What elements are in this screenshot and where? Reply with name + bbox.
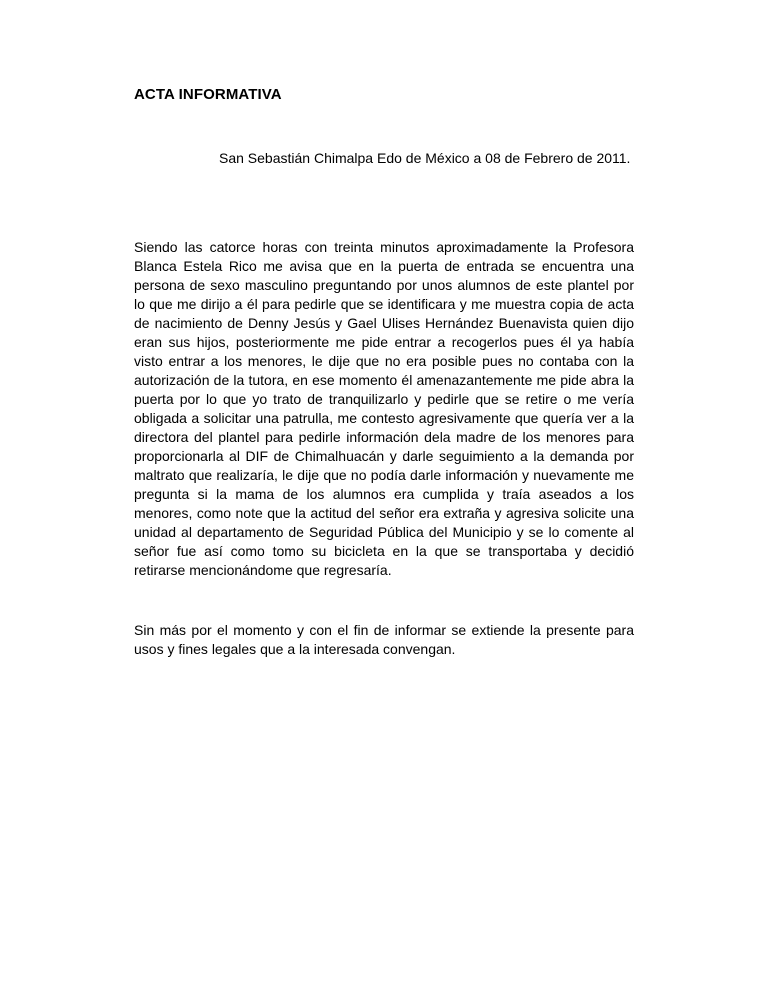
- document-title: ACTA INFORMATIVA: [134, 86, 282, 103]
- body-paragraph-incident: Siendo las catorce horas con treinta minutos aproximadamente la Profesora Blanca Estela Rico me avisa que en la puerta de entrada se encuentra una persona de sexo masculino preguntando por unos alumnos de este plantel por lo que me dirijo a él para pedirle que se identificara y me muestra copia de acta de nacimiento de Denny Jesús y Gael Ulises Hernández Buenavista quien dijo eran sus hijos, posteriormente me pide entrar a recogerlos pues él ya había visto entrar a los menores, le dije que no era posible pues no contaba con la autorización de la tutora, en ese momento él amenazantemente me pide abra la puerta por lo que yo trato de tranquilizarlo y pedirle que se retire o me vería obligada a solicitar una patrulla, me contesto agresivamente que quería ver a la directora del plantel para pedirle información dela madre de los menores para proporcionarla al DIF de Chimalhuacán y darle seguimiento a la demanda por maltrato que realizaría, le dije que no podía darle información y nuevamente me pregunta si la mama de los alumnos era cumplida y traía aseados a los menores, como note que la actitud del señor era extraña y agresiva solicite una unidad al departamento de Seguridad Pública del Municipio y se lo comente al señor fue así como tomo su bicicleta en la que se transportaba y decidió retirarse mencionándome que regresaría.: [134, 239, 634, 578]
- body-paragraph-closing: Sin más por el momento y con el fin de informar se extiende la presente para usos y fines legales que a la interesada convengan.: [134, 622, 634, 657]
- date-location-line: San Sebastián Chimalpa Edo de México a 08 de Febrero de 2011.: [219, 150, 631, 166]
